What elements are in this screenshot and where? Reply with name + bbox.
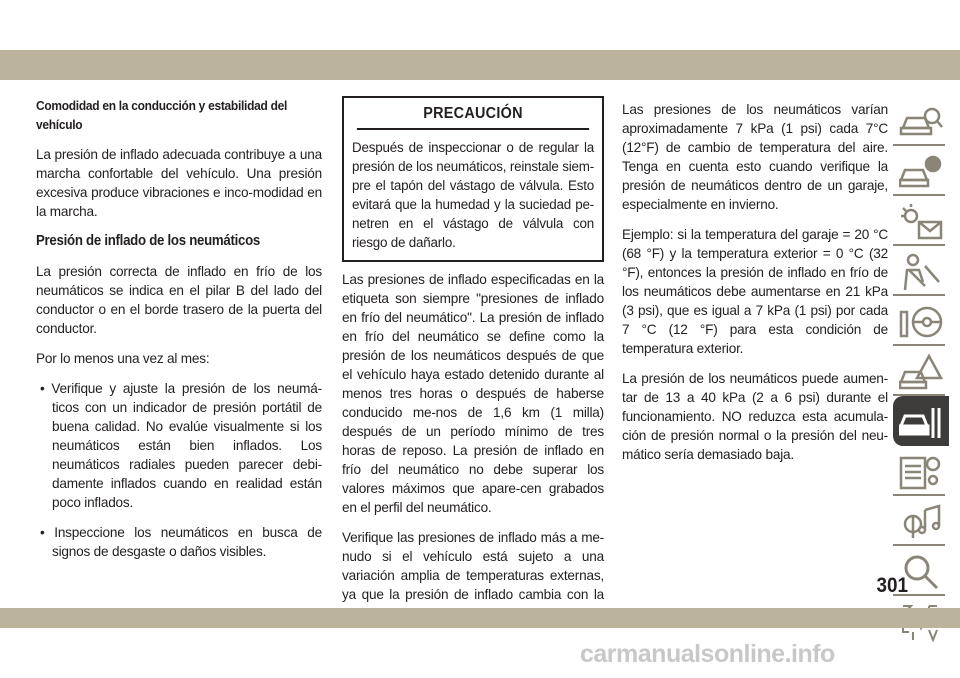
paragraph: Por lo menos una vez al mes: bbox=[36, 351, 210, 366]
caution-title: PRECAUCIÓN bbox=[357, 98, 589, 130]
tab-car-search[interactable] bbox=[893, 96, 949, 146]
paragraph: La presión de inflado adecuada contribuye a una marcha confortable del vehículo. Una presión excesiva produce vibraciones e inco-modidad en la marcha. bbox=[36, 147, 322, 219]
tab-safety[interactable] bbox=[893, 246, 949, 296]
specifications-icon bbox=[899, 452, 943, 492]
paragraph: Las presiones de los neumáticos varían aproximadamente 7 kPa (1 psi) cada 7°C (12°F) de cambio de temperatura del aire. Tenga en cuenta esto cuando verifique la presión de neumáticos dentro de un garaje, especialmente en invierno. bbox=[622, 102, 888, 212]
column-right bbox=[622, 100, 888, 475]
chapter-tabs bbox=[893, 96, 949, 646]
paragraph: La presión de los neumáticos puede aumen-tar de 13 a 40 kPa (2 a 6 psi) durante el funcionamiento. NO reduzca esta acumula-ción de presión normal o la presión del neu-mático sería demasiado baja. bbox=[622, 371, 888, 462]
bullet-item: • Inspeccione los neumáticos en busca de signos de desgaste o daños visibles. bbox=[40, 525, 322, 559]
tab-car-info[interactable] bbox=[893, 146, 949, 196]
caution-body: Después de inspeccionar o de regular la presión de los neumáticos, reinstale siem-pre el tapón del vástago de válvula. Esto evitará que la humedad y la suciedad pe-netren en el vástago de válvula con riesgo de dañarlo. bbox=[352, 140, 594, 250]
page-number: 301 bbox=[876, 574, 908, 597]
tab-car-warning[interactable] bbox=[893, 346, 949, 396]
multimedia-icon bbox=[899, 502, 943, 542]
tab-steering[interactable] bbox=[893, 296, 949, 346]
column-left bbox=[36, 96, 322, 572]
car-search-icon bbox=[899, 102, 943, 142]
paragraph: La presión correcta de inflado en frío de los neumáticos se indica en el pilar B del lado del conductor o en el borde trasero de la puerta del conductor. bbox=[36, 264, 322, 336]
steering-wheel-icon bbox=[899, 302, 943, 342]
section-heading: Presión de inflado de los neumáticos bbox=[36, 233, 261, 249]
paragraph: Ejemplo: si la temperatura del garaje = 20 °C (68 °F) y la temperatura exterior = 0 °C (32 °F), entonces la presión de inflado en frío de los neumáticos debe aumentarse en 21 kPa (3 psi), que es igual a 7 kPa (1 psi) por cada 7 °C (12 °F) para esta condición de temperatura exterior. bbox=[622, 227, 888, 356]
top-header-band bbox=[0, 50, 960, 80]
warning-lights-icon bbox=[899, 202, 943, 242]
car-warning-icon bbox=[899, 352, 943, 392]
tab-car-tools[interactable] bbox=[893, 396, 949, 446]
subheading-comfort: Comodidad en la conducción y estabilidad del vehículo bbox=[36, 98, 288, 132]
column-middle bbox=[342, 96, 604, 634]
paragraph: Verifique las presiones de inflado más a me-nudo si el vehículo está sujeto a una variación amplia de temperaturas externas, ya que la presión de inflado cambia con la bbox=[342, 530, 604, 602]
car-tools-icon bbox=[899, 402, 943, 442]
tab-specifications[interactable] bbox=[893, 446, 949, 496]
caution-box bbox=[342, 96, 604, 262]
watermark: carmanualsonline.info bbox=[580, 640, 835, 668]
safety-icon bbox=[899, 252, 943, 292]
bullet-item: • Verifique y ajuste la presión de los neumá-ticos con un indicador de presión portátil de buena calidad. No evalúe visualmente si los neumáticos están bien inflados. Los neumáticos radiales pueden parecer debi-damente inflados cuando en realidad están poco inflados. bbox=[40, 381, 322, 510]
bottom-band bbox=[0, 608, 960, 628]
paragraph: Las presiones de inflado especificadas en la etiqueta son siempre "presiones de inflado en frío del neumático". La presión de inflado en frío del neumático se define como la presión de los neumáticos después de que el vehículo haya estado detenido durante al menos tres horas o después de haberse conducido me-nos de 1,6 km (1 milla) después de un período mínimo de tres horas de reposo. La presión de inflado en frío del neumático no debe superar los valores máximos que apare-cen grabados en el perfil del neumático. bbox=[342, 272, 604, 515]
tab-multimedia[interactable] bbox=[893, 496, 949, 546]
tab-warning-lights[interactable] bbox=[893, 196, 949, 246]
car-info-icon bbox=[899, 152, 943, 192]
